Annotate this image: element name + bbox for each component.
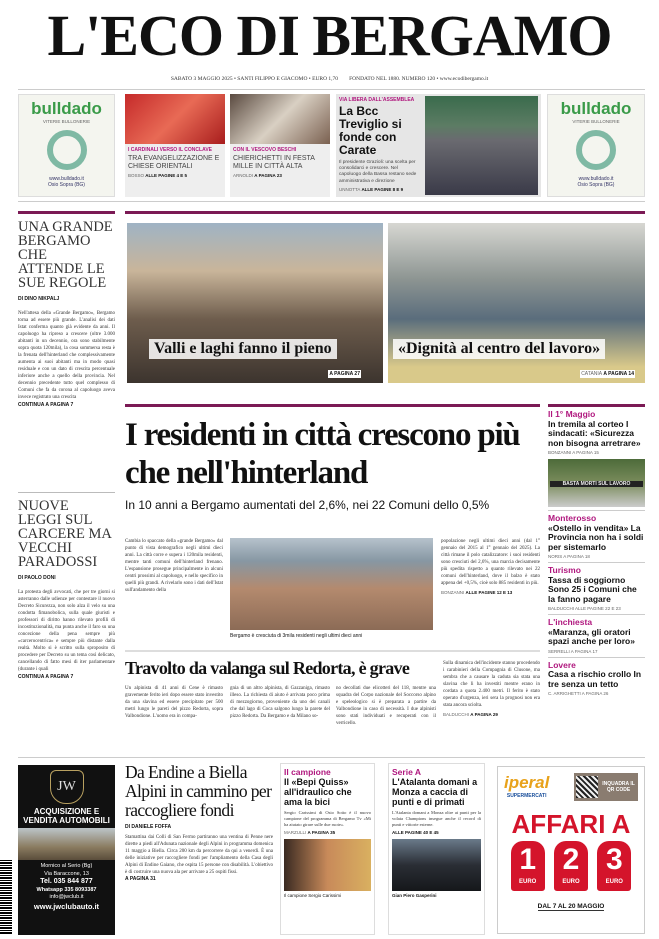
teaser-kicker: VIA LIBERA DALL'ASSEMBLEA: [339, 97, 415, 103]
ref-page: ALLE PAGINE 4 E 5: [145, 173, 187, 178]
editorial-author: PAOLO DONI: [24, 575, 56, 581]
sidebar-ref: SERRELLI A PAGINA 17: [548, 648, 598, 654]
ad-site: www.bulldado.it: [578, 176, 614, 182]
ref-author: MARZULLI: [284, 830, 307, 835]
ref-page: A PAGINA 35: [307, 830, 336, 835]
teaser-kicker: I CARDINALI VERSO IL CONCLAVE: [128, 147, 212, 153]
alpini-article: [125, 763, 273, 882]
ad-site: www.bulldado.it: [49, 176, 84, 182]
barcode-icon: [0, 860, 12, 935]
bulldado-ad-right[interactable]: [547, 94, 645, 197]
teaser-title: CHIERICHETTI IN FESTA MILLE IN CITTÀ ALTA: [233, 155, 315, 170]
teaser-kicker: CON IL VESCOVO BESCHI: [233, 147, 297, 153]
campione-title: Il «Bepi Quiss» all'idraulico che ama la bici: [284, 777, 352, 807]
photo-caption: «Dignità al centro del lavoro»: [393, 339, 605, 359]
ref-author: BONZANNI: [441, 590, 465, 595]
jw-email: info@jwclub.it: [49, 894, 84, 900]
protest-photo: [548, 459, 645, 507]
editorial-2: [18, 492, 115, 680]
photo-ref: A PAGINA 14: [603, 371, 634, 377]
byline-prefix: DI: [18, 296, 23, 302]
editorial-author: DINO NIKPALJ: [24, 296, 60, 302]
price-tag-3: [597, 841, 631, 891]
second-headline[interactable]: Travolto da valanga sul Redorta, è grave: [125, 658, 410, 678]
second-col-4-body: Sulla dinamica dell'incidente stanno procedendo i carabinieri della Compagnia di Clusone, ma sembra che a causare la caduta sia stata una slavina che li ha investiti mentre erano in cordata a quota 2.400 metri. Il ferito è stato operato d'urgenza, ieri sera la prognosi non era stata ancora sciolta.: [443, 661, 540, 708]
iperal-logo: iperal: [504, 773, 550, 792]
bulldado-logo-icon: [47, 130, 87, 170]
bulldado-ad-left[interactable]: [18, 94, 115, 197]
sidebar-title: «Ostello in vendita» La Provincia non ha i soldi per sistemarlo: [548, 522, 644, 552]
sidebar-item[interactable]: [548, 615, 645, 658]
ref-page: A PAGINA 23: [254, 173, 282, 178]
jw-headline: ACQUISIZIONE E VENDITA AUTOMOBILI: [23, 807, 110, 825]
ref-author: UNNOTTA: [339, 186, 361, 192]
ad-tagline: VITERIE BULLONERIE: [572, 119, 620, 124]
sidebar-ref: C. ARRIGHETTI A PAGINA 26: [548, 691, 609, 696]
lead-heading-block: [125, 416, 540, 513]
teaser-title: La Bcc Treviglio si fonde con Carate: [339, 104, 402, 157]
campione-kicker: Il campione: [284, 767, 331, 777]
editorial-text: Nell'attesa della «Grande Bergamo», Bergamo torna ad essere più grande. L'analisi dei dati Istat conferma quanto già evidente da anni. Il capoluogo ha ripreso a crescere (oltre 3.000 abitanti in un decennio, ora sono stabilmente sopra quota 120mila), la cosa sommersa resta è la frenata dell'hinterland che complessivamente aumenta ai suoi abitanti ma in modo quasi residuale e con un dato di crescita percentuale inferiore anche a quello della provincia. Nel decennio precedente tutto quel complesso di Comuni che fa da corona al capoluogo aveva invece registrato una crescita: [18, 311, 115, 400]
bulldado-logo-icon: [576, 130, 616, 170]
byline-prefix: DI: [18, 575, 23, 581]
lead-text-left: Cambia lo spaccato della «grande Bergamo» dal punto di vista demografico negli ultimi dieci anni. La città corre e supera i 120mila residenti, mentre tanti comuni dell'hinterland frenano. L'espansione prosegue principalmente in alcuni centri prossimi al capoluogo, e nello specifico in quelli più grandi. A rivelarlo sono i dati dell'Istat sull'andamento della: [125, 539, 223, 593]
second-col-1: Un alpinista di 41 anni di Cene è rimasto gravemente ferito ieri dopo essere stato investito da una slavina ed essere precipitato per 500 metri lungo le pareti del pizzo Redorta, sopra Valbondione. L'uomo era in compa-: [125, 686, 223, 719]
ad-brand: bulldado: [560, 99, 632, 118]
sidebar-ref: BONZANNI A PAGINA 15: [548, 450, 599, 455]
sidebar-title: «Maranza, gli oratori spazi anche per loro»: [548, 626, 635, 646]
jw-logo: JW: [50, 770, 84, 804]
second-col-3: no decollati due elicotteri del 118, mentre una squadra del Corpo nazionale del Soccorso alpino e speleologico si è preparata a partire da Valbondione in caso di necessità. I due alpinisti sono stati individuati e recuperati con il verricello.: [336, 686, 436, 726]
ref-author: ARNOLDI: [233, 173, 254, 178]
photo-caption: Bergamo è cresciuta di 3mila residenti negli ultimi dieci anni: [230, 633, 363, 639]
photo-caption: Gian Piero Gasperini: [392, 893, 437, 898]
bishop-photo: [230, 94, 330, 144]
ref-author: BALDUCCHI: [443, 712, 470, 717]
dateline-left: SABATO 3 MAGGIO 2025 • SANTI FILIPPO E GIACOMO • EURO 1,70: [170, 76, 339, 82]
seriea-title: L'Atalanta domani a Monza a caccia di punti e di primati: [392, 777, 478, 807]
assembly-photo: [425, 96, 538, 195]
alpini-text: Stamattina dai Colli di San Fermo partiranno una ventina di Penne nere dirette a piedi all'Adunata nazionale degli Alpini in programma domenica 11 maggio a Biella. Circa 200 km da percorrere da qui a venerdì. È una delle iniziative per raccogliere fondi per l'ampliamento della Casa degli Alpini di Endine Gaiano, che ospita 15 persone con disabilità. L'obiettivo è di costruire una nuova ala per arrivare a 25 ospiti fissi.: [125, 835, 273, 875]
ad-place: Osio Sopra (BG): [48, 182, 85, 188]
jw-address: Mornico al Serio (Bg): [40, 863, 93, 869]
iperal-sub: SUPERMERCATI: [506, 793, 547, 799]
sidebar-kicker: Turismo: [548, 565, 581, 575]
sidebar-kicker: Monterosso: [548, 513, 597, 523]
sidebar-kicker: L'inchiesta: [548, 617, 593, 627]
dateline-right: FONDATO NEL 1880. NUMERO 120 • www.ecodibergamo.it: [349, 76, 489, 82]
ref-page: ALLE PAGINE 12 E 13: [465, 590, 513, 595]
sidebar-ref: BALDUCCHI ALLE PAGINE 22 E 23: [548, 606, 621, 611]
qr-text: INQUADRA IL QR CODE: [602, 781, 635, 793]
teaser-cardinali[interactable]: [125, 94, 225, 197]
ref-author: CATANIA: [581, 371, 603, 377]
banner-text: BASTA MORTI SUL LAVORO: [550, 481, 643, 487]
iperal-dates: DAL 7 AL 20 MAGGIO: [537, 903, 605, 910]
jw-whatsapp: Whatsapp 335 8093387: [36, 886, 97, 893]
sidebar-kicker: Lovere: [548, 659, 576, 670]
seriea-box[interactable]: [388, 763, 485, 935]
price-tag-2: [554, 841, 588, 891]
sidebar-kicker: Il 1° Maggio: [548, 409, 596, 419]
ad-place: Osio Sopra (BG): [577, 182, 615, 188]
editorial-1: [18, 211, 115, 408]
sidebar-item[interactable]: [548, 511, 645, 563]
second-col-2: gnia di un altro alpinista, di Gazzaniga, rimasto illeso. La richiesta di aiuto è arrivata poco prima di mezzogiorno, proveniente da uno dei canali che dal lago di Coca salgono lungo la parete del pizzo Redorta. Da Bergamo e da Milano so-: [230, 686, 330, 719]
jw-tel: Tel. 035 844 877: [40, 878, 93, 885]
price-currency: EURO: [518, 879, 537, 885]
campione-box[interactable]: [280, 763, 375, 935]
ad-brand: bulldado: [31, 99, 102, 118]
teaser-bcc[interactable]: [336, 94, 541, 197]
editorial-title: UNA GRANDE BERGAMO CHE ATTENDE LE SUE REGOLE: [18, 219, 113, 291]
price-tag-1: [511, 841, 545, 891]
dateline: [0, 76, 659, 82]
jw-street: Via Baraccone, 13: [44, 870, 89, 877]
masthead-title: L'ECO DI BERGAMO: [47, 3, 612, 68]
sidebar: [548, 404, 645, 699]
alpini-author: DANIELE FOFFA: [131, 824, 172, 830]
jw-ad[interactable]: [18, 765, 115, 935]
price-currency: EURO: [605, 879, 623, 885]
cardinals-photo: [125, 94, 225, 144]
ad-tagline: VITERIE BULLONERIE: [42, 119, 91, 124]
lead-subhead: In 10 anni a Bergamo aumentati del 2,6%, nei 22 Comuni dello 0,5%: [125, 498, 490, 512]
price-value: 3: [605, 843, 623, 876]
continue-link[interactable]: CONTINUA A PAGINA 7: [18, 402, 74, 408]
continue-link[interactable]: CONTINUA A PAGINA 7: [18, 674, 74, 680]
ref-page: ALLE PAGINE 40 E 45: [392, 830, 439, 835]
campione-text: Sergio Carissimi di Osio Sotto è il nuovo campione del programma di Bergamo Tv «Mi ha aiutato girare sulle due ruote».: [284, 810, 371, 827]
sidebar-item[interactable]: [548, 407, 645, 511]
seriea-kicker: Serie A: [392, 767, 421, 777]
campione-photo: [284, 839, 371, 891]
second-col-4: [443, 660, 540, 718]
bergamo-photo: [230, 538, 433, 630]
byline-prefix: DI: [125, 824, 130, 830]
teaser-text: Il presidente Grazioli: una scelta per consolidarci e crescere. Nel capoluogo della Bassa restano sede amministrativa e direzione: [339, 160, 417, 184]
sidebar-item[interactable]: [548, 658, 645, 700]
valli-photo: [127, 223, 383, 383]
ref-author: BOSSO: [128, 173, 145, 178]
sidebar-title: In tremila al corteo I sindacati: «Sicurezza non bisogna arretrare»: [548, 418, 641, 448]
photo-ref: A PAGINA 27: [329, 371, 360, 377]
ref-page: A PAGINA 29: [470, 712, 498, 717]
price-currency: EURO: [562, 879, 580, 885]
ref-page: ALLE PAGINE 8 E 9: [361, 186, 404, 192]
price-value: 2: [562, 843, 580, 876]
lead-text-right: [441, 538, 540, 596]
qr-code-icon: [576, 776, 598, 798]
alpini-headline[interactable]: Da Endine a Biella Alpini in cammino per raccogliere fondi: [125, 762, 272, 820]
iperal-ad[interactable]: [497, 766, 645, 934]
sidebar-title: Tassa di soggiorno Sono 25 i Comuni che la fanno pagare: [548, 574, 637, 604]
seriea-text: L'Atalanta domani a Monza oltre ai punti per la volata Champions insegue anche il record di punti e vittorie esterne.: [392, 810, 481, 827]
teaser-title: TRA EVANGELIZZAZIONE E CHIESE ORIENTALI: [128, 155, 220, 170]
editorial-text: La protesta degli avvocati, che per tre giorni si asterranno dalle udienze per contestare il nuovo Decreto Sicurezza, non solo alza il velo su una condotta fimanobolica, sulla quale giuristi e professori di diritto hanno rilevato profili di incostituzionalità, ma punta anche il faro su una concezione della pena sempre più «carcerocentrica» e sempre più distante dalla realtà. Molto si è scritto sulla sproposito di procedere per Decreto su un tema così delicato, cancellando di fatto mesi di iter parlamentare (durante i quali: [18, 590, 115, 672]
editorial-title: NUOVE LEGGI SUL CARCERE MA VECCHI PARADOSSI: [18, 498, 112, 570]
price-value: 1: [519, 843, 536, 876]
sidebar-ref: NORIS A PAGINA 18: [548, 554, 590, 559]
sidebar-title: Casa a rischio crollo In tre senza un tetto: [548, 669, 642, 689]
teaser-vescovo[interactable]: [230, 94, 330, 197]
car-photo: [18, 828, 115, 860]
iperal-headline: AFFARI A: [511, 809, 631, 839]
photo-caption: Valli e laghi fanno il pieno: [149, 339, 337, 359]
photo-caption: Il campione Sergio Carissimi: [284, 893, 342, 898]
jw-site[interactable]: www.jwclubauto.it: [33, 901, 100, 911]
lead-text-right-body: popolazione negli ultimi dieci anni (dal 1° gennaio del 2015 al 1° gennaio del 2025). La città rimane il polo catalizzatore: i suoi residenti sono cresciuti del 2,6%, una marcia decisamente più spedita rispetto a quanto rilevato nei 22 comuni dell'hinterland, dove il balzo è stato appena del +0,5%, cioè solo 885 residenti in più.: [441, 539, 540, 586]
dignita-photo: [388, 223, 645, 383]
gasperini-photo: [392, 839, 481, 891]
sidebar-item[interactable]: [548, 563, 645, 615]
lead-headline[interactable]: I residenti in città crescono più che nell'hinterland: [125, 417, 520, 491]
alpini-ref[interactable]: A PAGINA 31: [125, 876, 156, 882]
